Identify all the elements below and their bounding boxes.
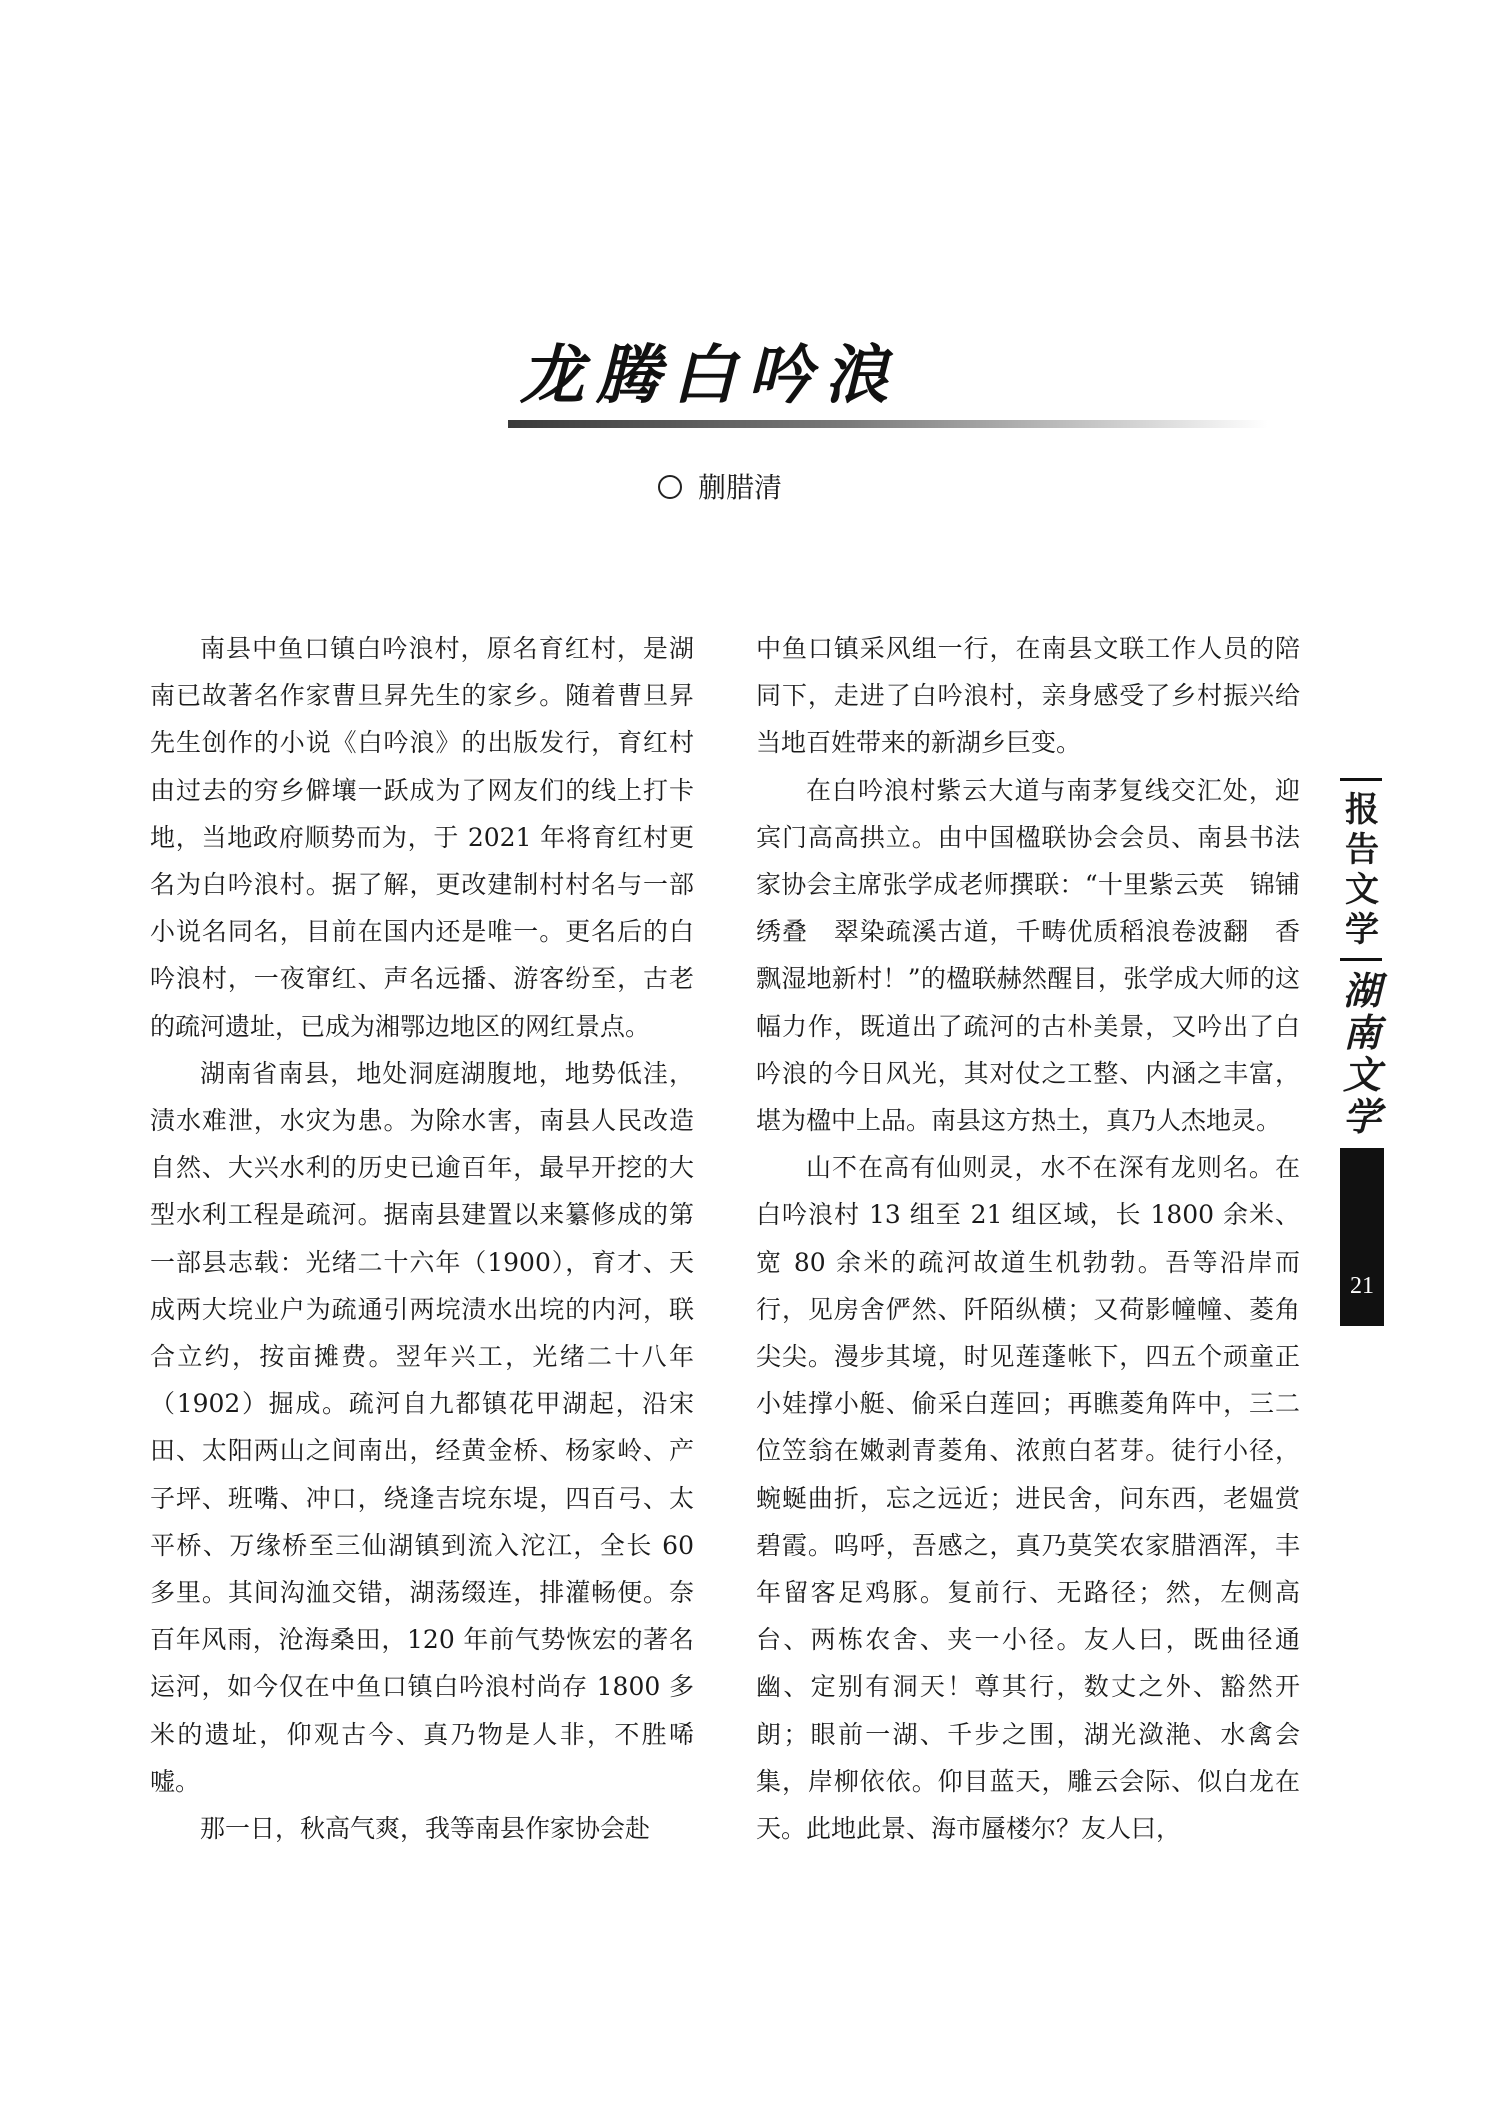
author-name: 蒯腊清 — [698, 471, 783, 504]
section-label-char: 报 — [1345, 790, 1379, 830]
section-rule-top — [1340, 778, 1382, 781]
paragraph: 那一日，秋高气爽，我等南县作家协会赴 — [200, 1814, 651, 1844]
section-label — [1342, 790, 1382, 950]
section-label-char: 告 — [1345, 830, 1379, 870]
article-title: 龙腾白吟浪 — [520, 339, 900, 413]
paragraph: 中鱼口镇采风组一行，在南县文联工作人员的陪同下，走进了白吟浪村，亲身感受了乡村振兴给当地百姓带来的新湖乡巨变。 — [756, 634, 1300, 758]
magazine-logo-char: 学 — [1342, 1094, 1381, 1139]
section-label-char: 学 — [1345, 910, 1379, 950]
section-rule-mid — [1340, 958, 1382, 961]
paragraph: 在白吟浪村紫云大道与南茅复线交汇处，迎宾门高高拱立。由中国楹联协会会员、南县书法家协会主席张学成老师撰联：“十里紫云英 锦铺绣叠 翠染疏溪古道，千畴优质稻浪卷波翻 香飘湿地新村！”的楹联赫然醒目，张学成大师的这幅力作，既道出了疏河的古朴美景，又吟出了白吟浪的今日风光，其对仗之工整、内涵之丰富，堪为楹中上品。南县这方热土，真乃人杰地灵。 — [756, 775, 1300, 1136]
paragraph: 南县中鱼口镇白吟浪村，原名育红村，是湖南已故著名作家曹旦昇先生的家乡。随着曹旦昇先生创作的小说《白吟浪》的出版发行，育红村由过去的穷乡僻壤一跃成为了网友们的线上打卡地，当地政府顺势而为，于 2021 年将育红村更名为白吟浪村。据了解，更改建制村村名与一部小说名同名，目前在国内还是唯一。更名后的白吟浪村，一夜窜红、声名远播、游客纷至，古老的疏河遗址，已成为湘鄂边地区的网红景点。 — [150, 634, 694, 1041]
section-label-char: 文 — [1345, 870, 1379, 910]
paragraph: 湖南省南县，地处洞庭湖腹地，地势低洼，渍水难泄，水灾为患。为除水害，南县人民改造自然、大兴水利的历史已逾百年，最早开挖的大型水利工程是疏河。据南县建置以来纂修成的第一部县志载：光绪二十六年（1900），育才、天成两大垸业户为疏通引两垸渍水出垸的内河，联合立约，按亩摊费。翌年兴工，光绪二十八年（1902）掘成。疏河自九都镇花甲湖起，沿宋田、太阳两山之间南出，经黄金桥、杨家岭、产子坪、班嘴、冲口，绕逢吉垸东堤，四百弓、太平桥、万缘桥至三仙湖镇到流入沱江，全长 60 多里。其间沟洫交错，湖荡缀连，排灌畅便。奈百年风雨，沧海桑田，120 年前气势恢宏的著名运河，如今仅在中鱼口镇白吟浪村尚存 1800 多米的遗址，仰观古今、真乃物是人非，不胜唏嘘。 — [150, 1058, 694, 1796]
title-underline — [508, 420, 1268, 428]
magazine-logo-char: 南 — [1342, 1010, 1381, 1055]
left-column — [150, 625, 694, 1852]
magazine-logo-char: 湖 — [1342, 968, 1381, 1013]
magazine-logo — [1340, 970, 1384, 1138]
right-column — [756, 625, 1300, 1852]
magazine-logo-char: 文 — [1342, 1052, 1381, 1097]
circle-icon — [658, 475, 682, 499]
page-number: 21 — [1350, 1273, 1374, 1299]
paragraph: 山不在高有仙则灵，水不在深有龙则名。在白吟浪村 13 组至 21 组区域，长 1800 余米、宽 80 余米的疏河故道生机勃勃。吾等沿岸而行，见房舍俨然、阡陌纵横；又荷影幢幢、菱角尖尖。漫步其境，时见莲蓬帐下，四五个顽童正小娃撑小艇、偷采白莲回；再瞧菱角阵中，三二位笠翁在嫩剥青菱角、浓煎白茗芽。徒行小径，蜿蜒曲折，忘之远近；进民舍，问东西，老媪赏碧霞。呜呼，吾感之，真乃莫笑农家腊酒浑，丰年留客足鸡豚。复前行、无路径；然，左侧高台、两栋农舍、夹一小径。友人曰，既曲径通幽、定别有洞天！尊其行，数丈之外、豁然开朗；眼前一湖、千步之围，湖光潋滟、水禽会集，岸柳依依。仰目蓝天，雕云会际、似白龙在天。此地此景、海市蜃楼尔？友人曰， — [756, 1153, 1300, 1844]
page-number-tab — [1340, 1148, 1384, 1326]
author-line — [658, 468, 782, 508]
